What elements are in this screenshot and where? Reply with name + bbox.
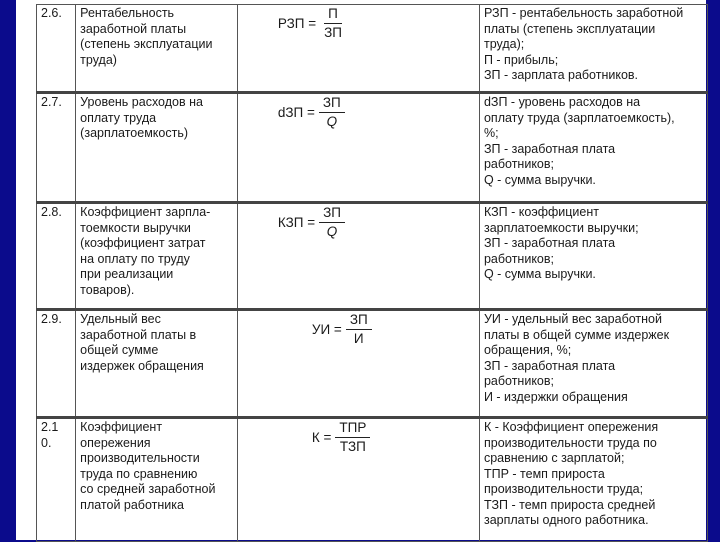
indicator-name-line: издержек обращения	[80, 358, 204, 373]
legend-line: производительности труда по	[483, 435, 657, 450]
fraction	[346, 312, 372, 347]
fraction-denominator: Q	[326, 224, 338, 239]
table-row	[37, 203, 708, 310]
legend-line: труда);	[483, 37, 525, 51]
indicator-name-line: Коэффициент зарпла-	[80, 205, 211, 219]
indicator-name-line: тоемкости выручки	[80, 220, 191, 235]
indicator-name-line: (коэффициент затрат	[80, 236, 206, 250]
formula	[242, 6, 475, 41]
legend-line: КЗП - коэффициент	[483, 205, 599, 219]
indicator-name-line: на оплату по труду	[80, 251, 190, 266]
legend-line: работников;	[483, 157, 554, 171]
legend-line: ТПР - темп прироста	[483, 466, 605, 481]
table-row	[37, 418, 708, 542]
formula	[242, 205, 475, 240]
indicator-name-line: заработной платы в	[80, 327, 197, 342]
formula	[242, 95, 475, 130]
legend-line: оплату труда (зарплатоемкость),	[483, 110, 675, 125]
legend-line: ЗП - зарплата работников.	[483, 68, 639, 82]
indicator-name-line: (зарплатоемкость)	[80, 126, 189, 140]
legend-line: ЗП - заработная плата	[483, 236, 616, 250]
legend-line: производительности труда;	[483, 482, 644, 496]
fraction-denominator: ТЗП	[339, 439, 366, 454]
indicator-name-line: (степень эксплуатации	[80, 37, 213, 51]
legend-line: ТЗП - темп прироста средней	[483, 497, 656, 512]
slide-sheet	[16, 0, 706, 540]
legend-line: ЗП - заработная плата	[483, 141, 616, 156]
legend-line: П - прибыль;	[483, 52, 559, 67]
fraction-numerator: ЗП	[319, 95, 345, 113]
fraction-denominator: ЗП	[324, 25, 342, 40]
row-number: 2.6.	[37, 5, 76, 93]
indicator-name-line: производительности	[80, 451, 200, 465]
legend-line: зарплатоемкости выручки;	[483, 220, 639, 235]
fraction	[319, 205, 345, 240]
indicator-name	[76, 203, 238, 310]
legend-line: зарплаты одного работника.	[483, 513, 649, 527]
formula	[242, 420, 475, 455]
indicator-name-line: труда по сравнению	[80, 466, 198, 481]
legend-line: К - Коэффициент опережения	[483, 420, 659, 434]
legend-line: работников;	[483, 374, 554, 388]
fraction	[335, 420, 370, 455]
formula-cell	[237, 93, 479, 203]
indicator-name-line: платой работника	[80, 497, 184, 512]
legend-description	[479, 203, 707, 310]
fraction-denominator: Q	[326, 114, 338, 129]
fraction-numerator: П	[324, 6, 342, 24]
indicator-name	[76, 93, 238, 203]
fraction-numerator: ЗП	[346, 312, 372, 330]
formula-cell	[237, 203, 479, 310]
table-row	[37, 310, 708, 418]
legend-line: обращения, %;	[483, 343, 572, 357]
indicators-table	[36, 4, 708, 542]
indicator-name-line: оплату труда	[80, 110, 157, 125]
indicator-name-line: при реализации	[80, 267, 174, 281]
legend-line: И - издержки обращения	[483, 389, 628, 404]
legend-description	[479, 5, 707, 93]
indicator-name	[76, 310, 238, 418]
formula-cell	[237, 418, 479, 542]
indicator-name-line: Уровень расходов на	[80, 95, 203, 109]
indicator-name-line: Рентабельность	[80, 6, 175, 20]
formula-lhs: dЗП =	[277, 104, 315, 120]
formula-lhs: УИ =	[311, 321, 342, 337]
legend-line: платы в общей сумме издержек	[483, 327, 670, 342]
indicator-name-line: со средней заработной	[80, 482, 216, 496]
row-number: 2.9.	[37, 310, 76, 418]
indicator-name-line: Удельный вес	[80, 312, 161, 326]
row-number: 2.1 0.	[37, 418, 76, 542]
indicator-name-line: труда)	[80, 52, 117, 67]
formula-lhs: КЗП =	[277, 214, 316, 230]
legend-line: сравнению с зарплатой;	[483, 451, 625, 465]
legend-line: dЗП - уровень расходов на	[483, 95, 641, 109]
fraction-numerator: ЗП	[319, 205, 345, 223]
legend-description	[479, 93, 707, 203]
indicator-name-line: заработной платы	[80, 21, 187, 36]
formula-lhs: РЗП =	[277, 15, 317, 31]
legend-description	[479, 418, 707, 542]
legend-description	[479, 310, 707, 418]
fraction	[320, 6, 346, 41]
indicator-name-line: общей сумме	[80, 343, 159, 357]
legend-line: Q - сумма выручки.	[483, 172, 596, 187]
fraction-numerator: ТПР	[335, 420, 370, 438]
formula-lhs: К =	[311, 429, 332, 445]
formula-cell	[237, 5, 479, 93]
legend-line: платы (степень эксплуатации	[483, 21, 656, 36]
indicator-name	[76, 5, 238, 93]
legend-line: УИ - удельный вес заработной	[483, 312, 662, 326]
legend-line: РЗП - рентабельность заработной	[483, 6, 684, 20]
table-row	[37, 5, 708, 93]
indicator-name-line: Коэффициент	[80, 420, 163, 434]
legend-line: %;	[483, 126, 499, 140]
row-number: 2.8.	[37, 203, 76, 310]
indicator-name	[76, 418, 238, 542]
row-number: 2.7.	[37, 93, 76, 203]
legend-line: Q - сумма выручки.	[483, 267, 596, 281]
formula-cell	[237, 310, 479, 418]
legend-line: ЗП - заработная плата	[483, 358, 616, 373]
legend-line: работников;	[483, 251, 554, 266]
indicator-name-line: товаров).	[80, 282, 135, 297]
indicator-name-line: опережения	[80, 435, 151, 450]
fraction	[319, 95, 345, 130]
fraction-denominator: И	[353, 331, 364, 346]
table-row	[37, 93, 708, 203]
formula	[242, 312, 475, 347]
